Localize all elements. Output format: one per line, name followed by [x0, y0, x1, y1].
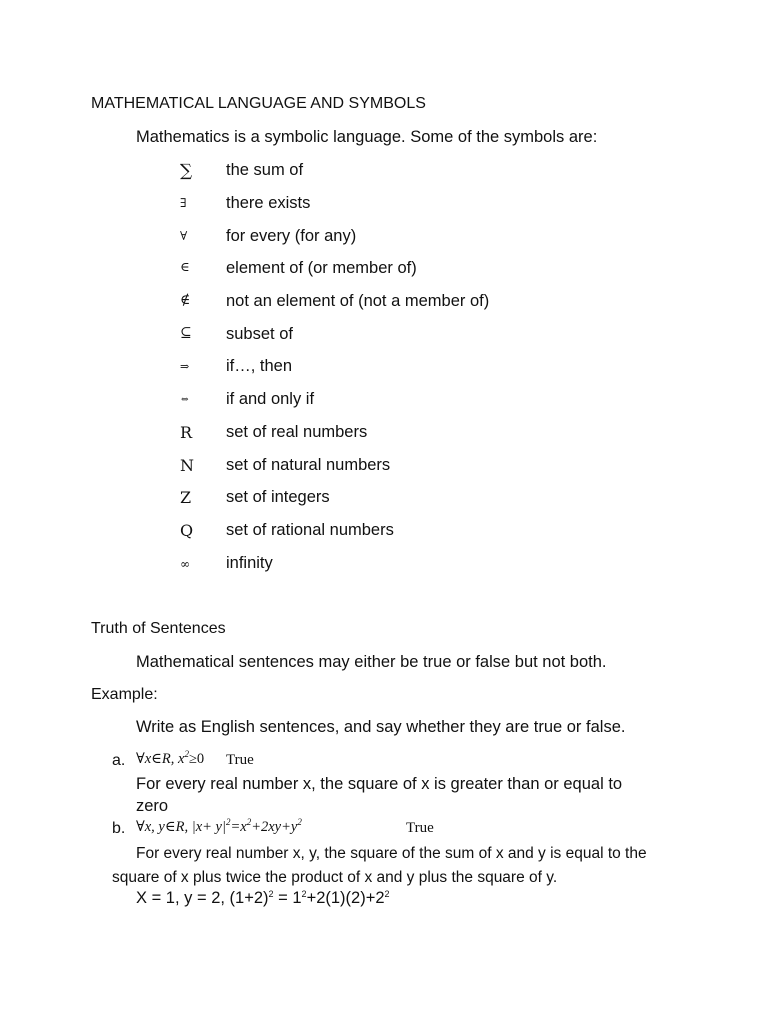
symbol: N	[180, 456, 194, 475]
example-a-marker: a.	[112, 752, 126, 769]
symbol: ∞	[180, 557, 190, 571]
check-exponent: 2	[301, 889, 307, 899]
symbol: Q	[180, 521, 194, 540]
formula-text: ∀x, y∈R, |x+ y|	[136, 819, 226, 835]
symbol: ⇒	[180, 360, 190, 373]
example-b-english-line2: square of x plus twice the product of x and y plus the square of y.	[112, 869, 558, 886]
symbol-meaning: there exists	[226, 194, 311, 212]
symbol: ∀	[180, 229, 188, 243]
formula-text: ≥0	[188, 751, 205, 767]
formula-exponent: 2	[246, 817, 252, 827]
check-text: X = 1, y = 2, (1+2)	[136, 889, 269, 907]
symbol-row	[0, 488, 768, 521]
page-title: MATHEMATICAL LANGUAGE AND SYMBOLS	[91, 95, 426, 112]
example-instruction: Write as English sentences, and say whether they are true or false.	[136, 718, 626, 736]
check-text: +2(1)(2)+2	[306, 889, 385, 907]
symbol-row	[0, 259, 768, 292]
symbol-row	[0, 227, 768, 260]
example-a-english-line1: For every real number x, the square of x is greater than or equal to	[136, 775, 623, 793]
symbol-meaning: set of real numbers	[226, 423, 368, 441]
symbol: ⇔	[181, 395, 189, 405]
truth-statement: Mathematical sentences may either be true or false but not both.	[136, 653, 607, 671]
symbol-row	[0, 357, 768, 390]
example-a-verdict: True	[226, 752, 254, 768]
formula-exponent: 2	[184, 749, 189, 759]
example-b-check	[136, 889, 390, 908]
symbol-meaning: subset of	[226, 325, 293, 343]
formula-text: +2xy+y	[251, 819, 298, 835]
symbol-meaning: if and only if	[226, 390, 315, 408]
symbol: ∉	[180, 292, 191, 308]
symbol: ∈	[180, 260, 190, 275]
example-a-formula	[136, 751, 204, 768]
symbol-meaning: set of rational numbers	[226, 521, 394, 539]
example-b-formula	[136, 819, 302, 836]
symbol: Z	[180, 488, 192, 507]
symbol-meaning: if…, then	[226, 357, 293, 375]
section-heading-truth: Truth of Sentences	[91, 620, 226, 637]
symbol-row	[0, 423, 768, 456]
symbol: ∃	[180, 196, 187, 210]
symbol-meaning: set of natural numbers	[226, 456, 391, 474]
example-label: Example:	[91, 686, 158, 703]
symbol: ⊆	[180, 325, 192, 341]
symbol-row	[0, 554, 768, 587]
symbol-row	[0, 456, 768, 489]
symbol-row	[0, 325, 768, 358]
symbol-row	[0, 194, 768, 227]
symbol-row	[0, 161, 768, 194]
example-b-marker: b.	[112, 820, 126, 837]
formula-text: =x	[230, 819, 247, 835]
symbol-meaning: not an element of (not a member of)	[226, 292, 490, 310]
symbol-meaning: set of integers	[226, 488, 330, 506]
example-b-english-line1: For every real number x, y, the square of the sum of x and y is equal to the	[136, 845, 647, 862]
formula-text: ∀x∈R, x	[136, 751, 185, 767]
symbol-meaning: the sum of	[226, 161, 304, 179]
symbol: ∑	[180, 161, 193, 181]
check-exponent: 2	[384, 889, 390, 899]
formula-exponent: 2	[225, 817, 231, 827]
symbol-row	[0, 292, 768, 325]
check-exponent: 2	[268, 889, 274, 899]
symbol-meaning: infinity	[226, 554, 273, 572]
symbol-row	[0, 521, 768, 554]
example-b-verdict: True	[406, 820, 434, 836]
check-text: = 1	[273, 889, 302, 907]
symbol-meaning: element of (or member of)	[226, 259, 417, 277]
example-a-english-line2: zero	[136, 797, 169, 815]
symbol-row	[0, 390, 768, 423]
symbol: R	[180, 423, 193, 442]
symbol-meaning: for every (for any)	[226, 227, 357, 245]
formula-exponent: 2	[297, 817, 302, 827]
intro-text: Mathematics is a symbolic language. Some of the symbols are:	[136, 128, 598, 146]
